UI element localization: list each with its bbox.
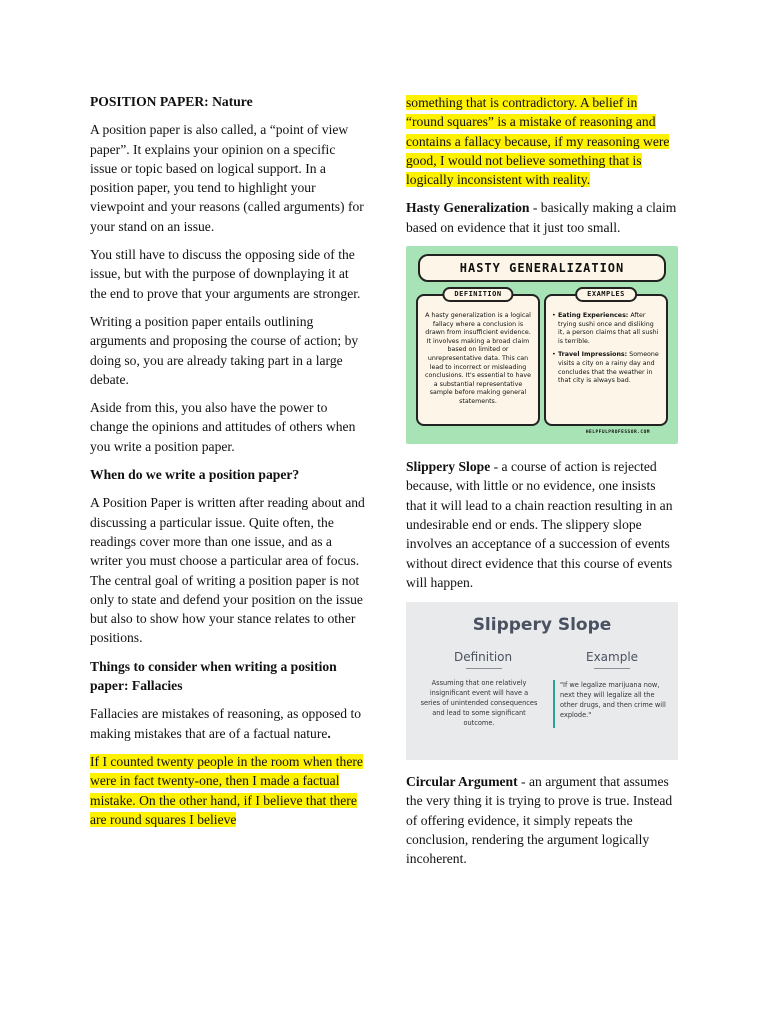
hasty-definition-text: A hasty generalization is a logical fallacy where a conclusion is drawn from insufficient evidence. It involves making a broad claim based on limited or unrepresentative data. This can lead to incorrect or misleading conclusions. It's essential to have a substantial representative sample before making general statements. (425, 312, 531, 406)
hasty-definition-box (416, 290, 540, 426)
slippery-infographic-title: Slippery Slope (472, 615, 612, 636)
definition-tab: DEFINITION (442, 287, 513, 302)
hasty-infographic-title: HASTY GENERALIZATION (418, 254, 666, 282)
example-text: After trying sushi once and disliking it, a person claims that all sushi is terrible. (558, 312, 659, 345)
divider (594, 668, 630, 669)
highlighted-passage-2 (406, 93, 678, 189)
hasty-generalization-infographic (406, 246, 678, 444)
hasty-examples-box (544, 290, 668, 426)
debate-paragraph: Writing a position paper entails outlining arguments and proposing the course of action; by doing so, you are already taking part in a large debate. (90, 313, 359, 387)
example-text: Someone visits a city on a rainy day and concludes that the weather in that city is always bad. (558, 351, 659, 385)
page-title: POSITION PAPER: Nature (90, 94, 253, 109)
slippery-slope-paragraph (406, 457, 678, 592)
power-paragraph: Aside from this, you also have the power to change the opinions and attitudes of others when you write a position paper. (90, 400, 356, 454)
hasty-generalization-paragraph (406, 198, 678, 237)
circular-term: Circular Argument (406, 774, 518, 790)
slippery-slope-infographic (406, 602, 678, 760)
highlighted-passage-1 (90, 752, 365, 829)
highlight-text-1: If I counted twenty people in the room when there were in fact twenty-one, then I made a factual mistake. On the other hand, if I believe that there are round squares I believe (90, 753, 363, 827)
left-column (90, 92, 365, 838)
example-item (552, 312, 661, 346)
source-credit: HELPFULPROFESSOR.COM (585, 429, 650, 435)
fallacies-text: Fallacies are mistakes of reasoning, as opposed to making mistakes that are of a factual nature (90, 706, 362, 741)
when-heading: When do we write a position paper? (90, 467, 300, 483)
hasty-term: Hasty Generalization (406, 200, 530, 216)
accent-bar (553, 680, 555, 728)
example-heading: Example (586, 650, 639, 665)
divider (466, 668, 502, 669)
slippery-definition-text: Assuming that one relatively insignificant event will have a series of unintended consequences and lead to some significant outcome. (420, 679, 538, 728)
fallacies-period: . (327, 725, 331, 741)
slippery-definition: - a course of action is rejected because, with little or no evidence, one insists that it will lead to a chain reaction resulting in an undesirable end or ends. The slippery slope involves an acceptance of a succession of events without direct evidence that this course of events will happen. (406, 459, 673, 590)
fallacies-paragraph (90, 704, 365, 743)
intro-paragraph: A position paper is also called, a “point of view paper”. It explains your opinion on a specific issue or topic based on logical support. In a position paper, you tend to highlight your viewpoint and your reasons (called arguments) for your stand on an issue. (90, 122, 364, 234)
right-column (406, 93, 678, 878)
example-item (552, 351, 661, 385)
circular-argument-paragraph (406, 772, 678, 868)
slippery-term: Slippery Slope (406, 459, 491, 475)
definition-heading: Definition (454, 650, 513, 665)
examples-tab: EXAMPLES (575, 287, 637, 302)
highlight-text-2: something that is contradictory. A belief in “round squares” is a mistake of reasoning and contains a fallacy because, if my reasoning were good, I would not believe something that is logically inconsistent with reality. (406, 95, 670, 188)
fallacies-heading: Things to consider when writing a position paper: Fallacies (90, 658, 337, 694)
opposing-side-paragraph: You still have to discuss the opposing side of the issue, but with the purpose of downplaying it at the end to prove that your arguments are stronger. (90, 247, 361, 301)
hasty-definition: - basically making a claim based on evidence that it just too small. (406, 200, 677, 235)
example-heading: Travel Impressions: (558, 351, 628, 359)
slippery-example-text: "If we legalize marijuana now, next they will legalize all the other drugs, and then crime will explode." (560, 681, 666, 720)
circular-definition: - an argument that assumes the very thing it is trying to prove is true. Instead of offering evidence, it simply repeats the conclusion, rendering the argument logically incoherent. (406, 774, 673, 867)
when-paragraph: A Position Paper is written after reading about and discussing a particular issue. Quite often, the readings cover more than one issue, and as a writer you must choose a particular area of focus. The central goal of writing a position paper is not only to state and defend your position on the issue but also to show how your stance relates to other positions. (90, 495, 365, 646)
example-heading: Eating Experiences: (558, 312, 629, 320)
